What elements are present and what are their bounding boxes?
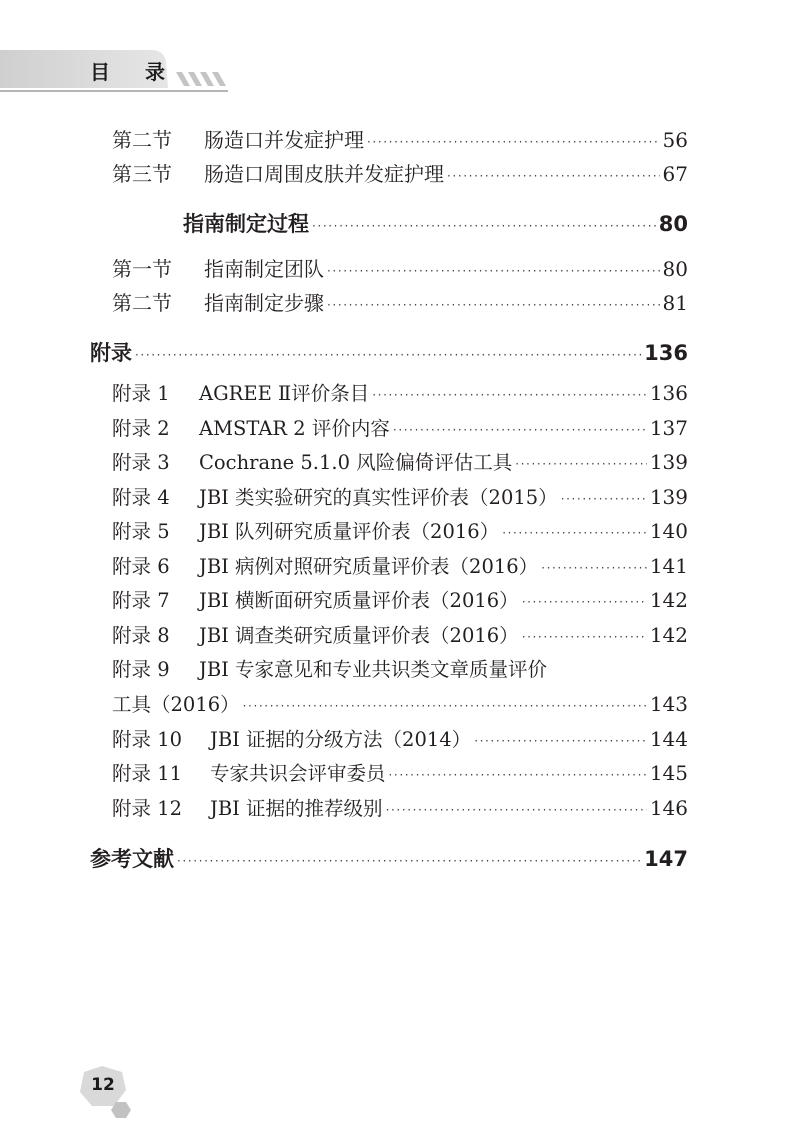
chapter-page: 80 xyxy=(658,212,688,236)
entry-label: 第一节 xyxy=(112,257,172,281)
chapter-page: 147 xyxy=(644,847,688,871)
entry-page: 141 xyxy=(649,554,688,578)
entry-label: 附录 1 xyxy=(112,382,170,405)
toc-entry[interactable] xyxy=(112,654,688,682)
chapter-title: 附录 xyxy=(90,341,132,365)
chapter-page: 136 xyxy=(644,341,688,365)
entry-label: 附录 3 xyxy=(112,451,170,474)
entry-label: 附录 12 xyxy=(112,797,183,820)
leader-dots xyxy=(522,630,647,644)
entry-title: 指南制定团队 xyxy=(204,257,324,281)
entry-page: 56 xyxy=(662,128,688,152)
entry-page: 140 xyxy=(649,519,688,543)
entry-page: 142 xyxy=(649,588,688,612)
leader-dots xyxy=(243,699,647,713)
toc-entry[interactable] xyxy=(112,516,688,544)
entry-page: 137 xyxy=(649,416,688,440)
leader-dots xyxy=(389,768,647,782)
page-title: 目 录 xyxy=(90,60,179,84)
page-number: 12 xyxy=(91,1075,115,1095)
entry-title: JBI 病例对照研究质量评价表（2016） xyxy=(199,555,539,578)
entry-page: 67 xyxy=(662,162,688,186)
entry-label: 附录 6 xyxy=(112,555,170,578)
entry-label: 附录 2 xyxy=(112,417,170,440)
entry-label: 附录 10 xyxy=(112,728,183,751)
leader-dots xyxy=(522,595,647,609)
toc-entry[interactable] xyxy=(112,124,688,153)
toc-entry[interactable] xyxy=(112,482,688,510)
entry-title: AMSTAR 2 评价内容 xyxy=(199,417,390,440)
leader-dots xyxy=(515,457,647,471)
entry-title: 工具（2016） xyxy=(112,693,240,716)
leader-dots xyxy=(447,169,660,183)
entry-title: AGREE Ⅱ评价条目 xyxy=(199,382,370,405)
toc-entry[interactable] xyxy=(112,447,688,475)
entry-title: JBI 证据的分级方法（2014） xyxy=(210,728,472,751)
entry-title: 指南制定步骤 xyxy=(204,291,324,315)
leader-dots xyxy=(327,298,660,312)
toc-chapter[interactable] xyxy=(183,208,688,238)
leader-dots xyxy=(541,561,647,575)
entry-page: 81 xyxy=(662,291,688,315)
entry-title: 肠造口并发症护理 xyxy=(204,128,364,152)
entry-title: JBI 证据的推荐级别 xyxy=(210,797,383,820)
toc-entry[interactable] xyxy=(112,758,688,786)
entry-label: 附录 4 xyxy=(112,486,170,509)
toc-entry[interactable] xyxy=(112,724,688,752)
entry-page: 146 xyxy=(649,796,688,820)
toc-entry[interactable] xyxy=(112,793,688,821)
entry-title: JBI 横断面研究质量评价表（2016） xyxy=(199,589,519,612)
toc-entry[interactable] xyxy=(112,413,688,441)
toc-entry[interactable] xyxy=(112,378,688,406)
toc-entry[interactable] xyxy=(112,551,688,579)
entry-page: 80 xyxy=(662,257,688,281)
leader-dots xyxy=(474,734,647,748)
leader-dots xyxy=(135,348,641,362)
chapter-title: 指南制定过程 xyxy=(183,212,309,236)
toc-entry[interactable] xyxy=(112,585,688,613)
entry-title: 专家共识会评审委员 xyxy=(210,762,386,785)
toc-chapter[interactable] xyxy=(90,337,688,367)
entry-page: 136 xyxy=(649,381,688,405)
entry-page: 145 xyxy=(649,761,688,785)
entry-label: 第二节 xyxy=(112,291,172,315)
entry-title: Cochrane 5.1.0 风险偏倚评估工具 xyxy=(199,451,513,474)
entry-label: 第二节 xyxy=(112,128,172,152)
entry-title: JBI 专家意见和专业共识类文章质量评价 xyxy=(199,658,548,681)
leader-dots xyxy=(561,492,647,506)
entry-title: JBI 类实验研究的真实性评价表（2015） xyxy=(199,486,558,509)
leader-dots xyxy=(177,854,641,868)
toc-entry[interactable] xyxy=(112,287,688,316)
entry-page: 142 xyxy=(649,623,688,647)
leader-dots xyxy=(502,526,647,540)
leader-dots xyxy=(327,264,660,278)
leader-dots xyxy=(386,803,647,817)
toc-entry[interactable] xyxy=(112,158,688,187)
entry-label: 第三节 xyxy=(112,162,172,186)
entry-label: 附录 5 xyxy=(112,520,170,543)
entry-title: 肠造口周围皮肤并发症护理 xyxy=(204,162,444,186)
leader-dots xyxy=(372,388,647,402)
leader-dots xyxy=(367,135,660,149)
chapter-title: 参考文献 xyxy=(90,847,174,871)
entry-title: JBI 调查类研究质量评价表（2016） xyxy=(199,624,519,647)
toc-chapter[interactable] xyxy=(90,843,688,873)
entry-page: 139 xyxy=(649,450,688,474)
entry-label: 附录 7 xyxy=(112,589,170,612)
toc-entry[interactable] xyxy=(112,253,688,282)
entry-label: 附录 9 xyxy=(112,658,170,681)
entry-page: 139 xyxy=(649,485,688,509)
toc-entry-continued[interactable] xyxy=(112,689,688,717)
leader-dots xyxy=(312,219,656,233)
entry-label: 附录 8 xyxy=(112,624,170,647)
leader-dots xyxy=(393,423,647,437)
entry-page: 143 xyxy=(649,692,688,716)
entry-title: JBI 队列研究质量评价表（2016） xyxy=(199,520,500,543)
entry-label: 附录 11 xyxy=(112,762,183,785)
entry-page: 144 xyxy=(649,727,688,751)
toc-entry[interactable] xyxy=(112,620,688,648)
